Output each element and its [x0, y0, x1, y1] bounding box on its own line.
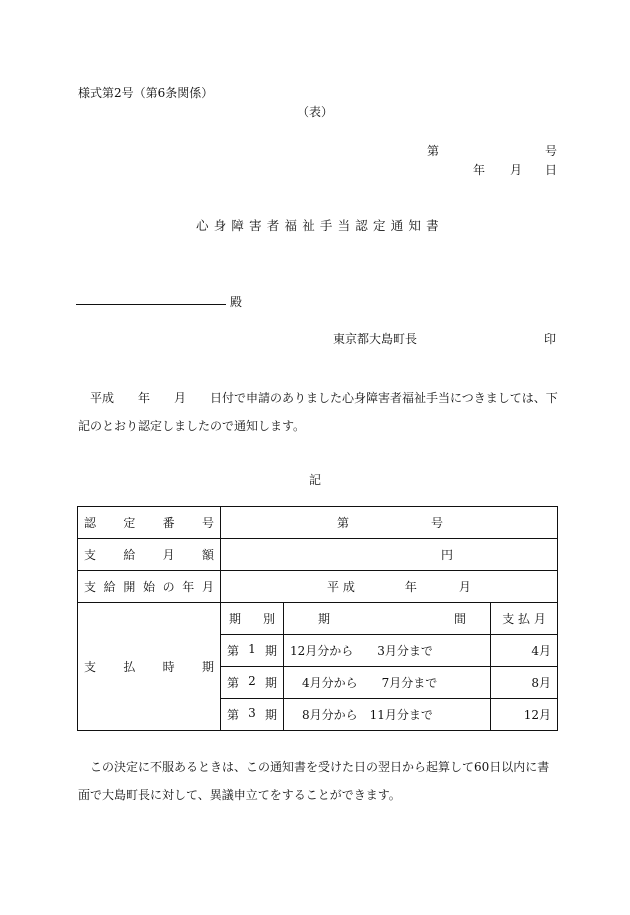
header-period: 期 間	[284, 603, 491, 635]
document-number-prefix: 第	[427, 144, 440, 158]
certification-table	[77, 506, 558, 731]
row-label-start-month: 支 給 開 始 の 年 月	[78, 571, 221, 603]
addressee-blank-line	[76, 304, 226, 305]
period-term: 第 3 期	[221, 699, 284, 731]
document-title: 心身障害者福祉手当認定通知書	[196, 218, 444, 233]
table-row	[78, 603, 558, 635]
period-pay-month: 4月	[491, 635, 558, 667]
seal-mark: 印	[544, 332, 557, 346]
notice-paragraph: 平成 年 月 日付で申請のありました心身障害者福祉手当につきましては、下記のとおり認定しましたので通知します。	[78, 391, 558, 433]
row-label-cert-number: 認 定 番 号	[78, 507, 221, 539]
addressee-honorific: 殿	[230, 295, 243, 309]
front-side-label: （表）	[296, 105, 333, 119]
date-year-label: 年	[473, 163, 486, 177]
date-month-label: 月	[510, 163, 523, 177]
row-label-monthly-amount: 支 給 月 額	[78, 539, 221, 571]
period-pay-month: 12月	[491, 699, 558, 731]
date-day-label: 日	[545, 163, 558, 177]
table-row	[78, 539, 558, 571]
row-label-payment-timing: 支 払 時 期	[78, 603, 221, 731]
period-range: 12月分から 3月分まで	[284, 635, 491, 667]
period-term: 第 2 期	[221, 667, 284, 699]
cert-number-value: 第 号	[221, 507, 558, 539]
ki-heading: 記	[308, 473, 321, 487]
header-period-kind: 期 別	[221, 603, 284, 635]
table-row	[78, 571, 558, 603]
period-term: 第 1 期	[221, 635, 284, 667]
header-pay-month: 支 払 月	[491, 603, 558, 635]
start-month-value: 平 成 年 月	[221, 571, 558, 603]
table-row	[78, 507, 558, 539]
monthly-amount-value: 円	[221, 539, 558, 571]
objection-paragraph: この決定に不服あるときは、この通知書を受けた日の翌日から起算して60日以内に書面で大島町長に対して、異議申立てをすることができます。	[78, 760, 550, 802]
period-range: 4月分から 7月分まで	[284, 667, 491, 699]
document-number-suffix: 号	[545, 144, 558, 158]
form-number-label: 様式第2号（第6条関係）	[78, 86, 214, 100]
period-range: 8月分から 11月分まで	[284, 699, 491, 731]
issuer-name: 東京都大島町長	[333, 332, 418, 346]
period-pay-month: 8月	[491, 667, 558, 699]
